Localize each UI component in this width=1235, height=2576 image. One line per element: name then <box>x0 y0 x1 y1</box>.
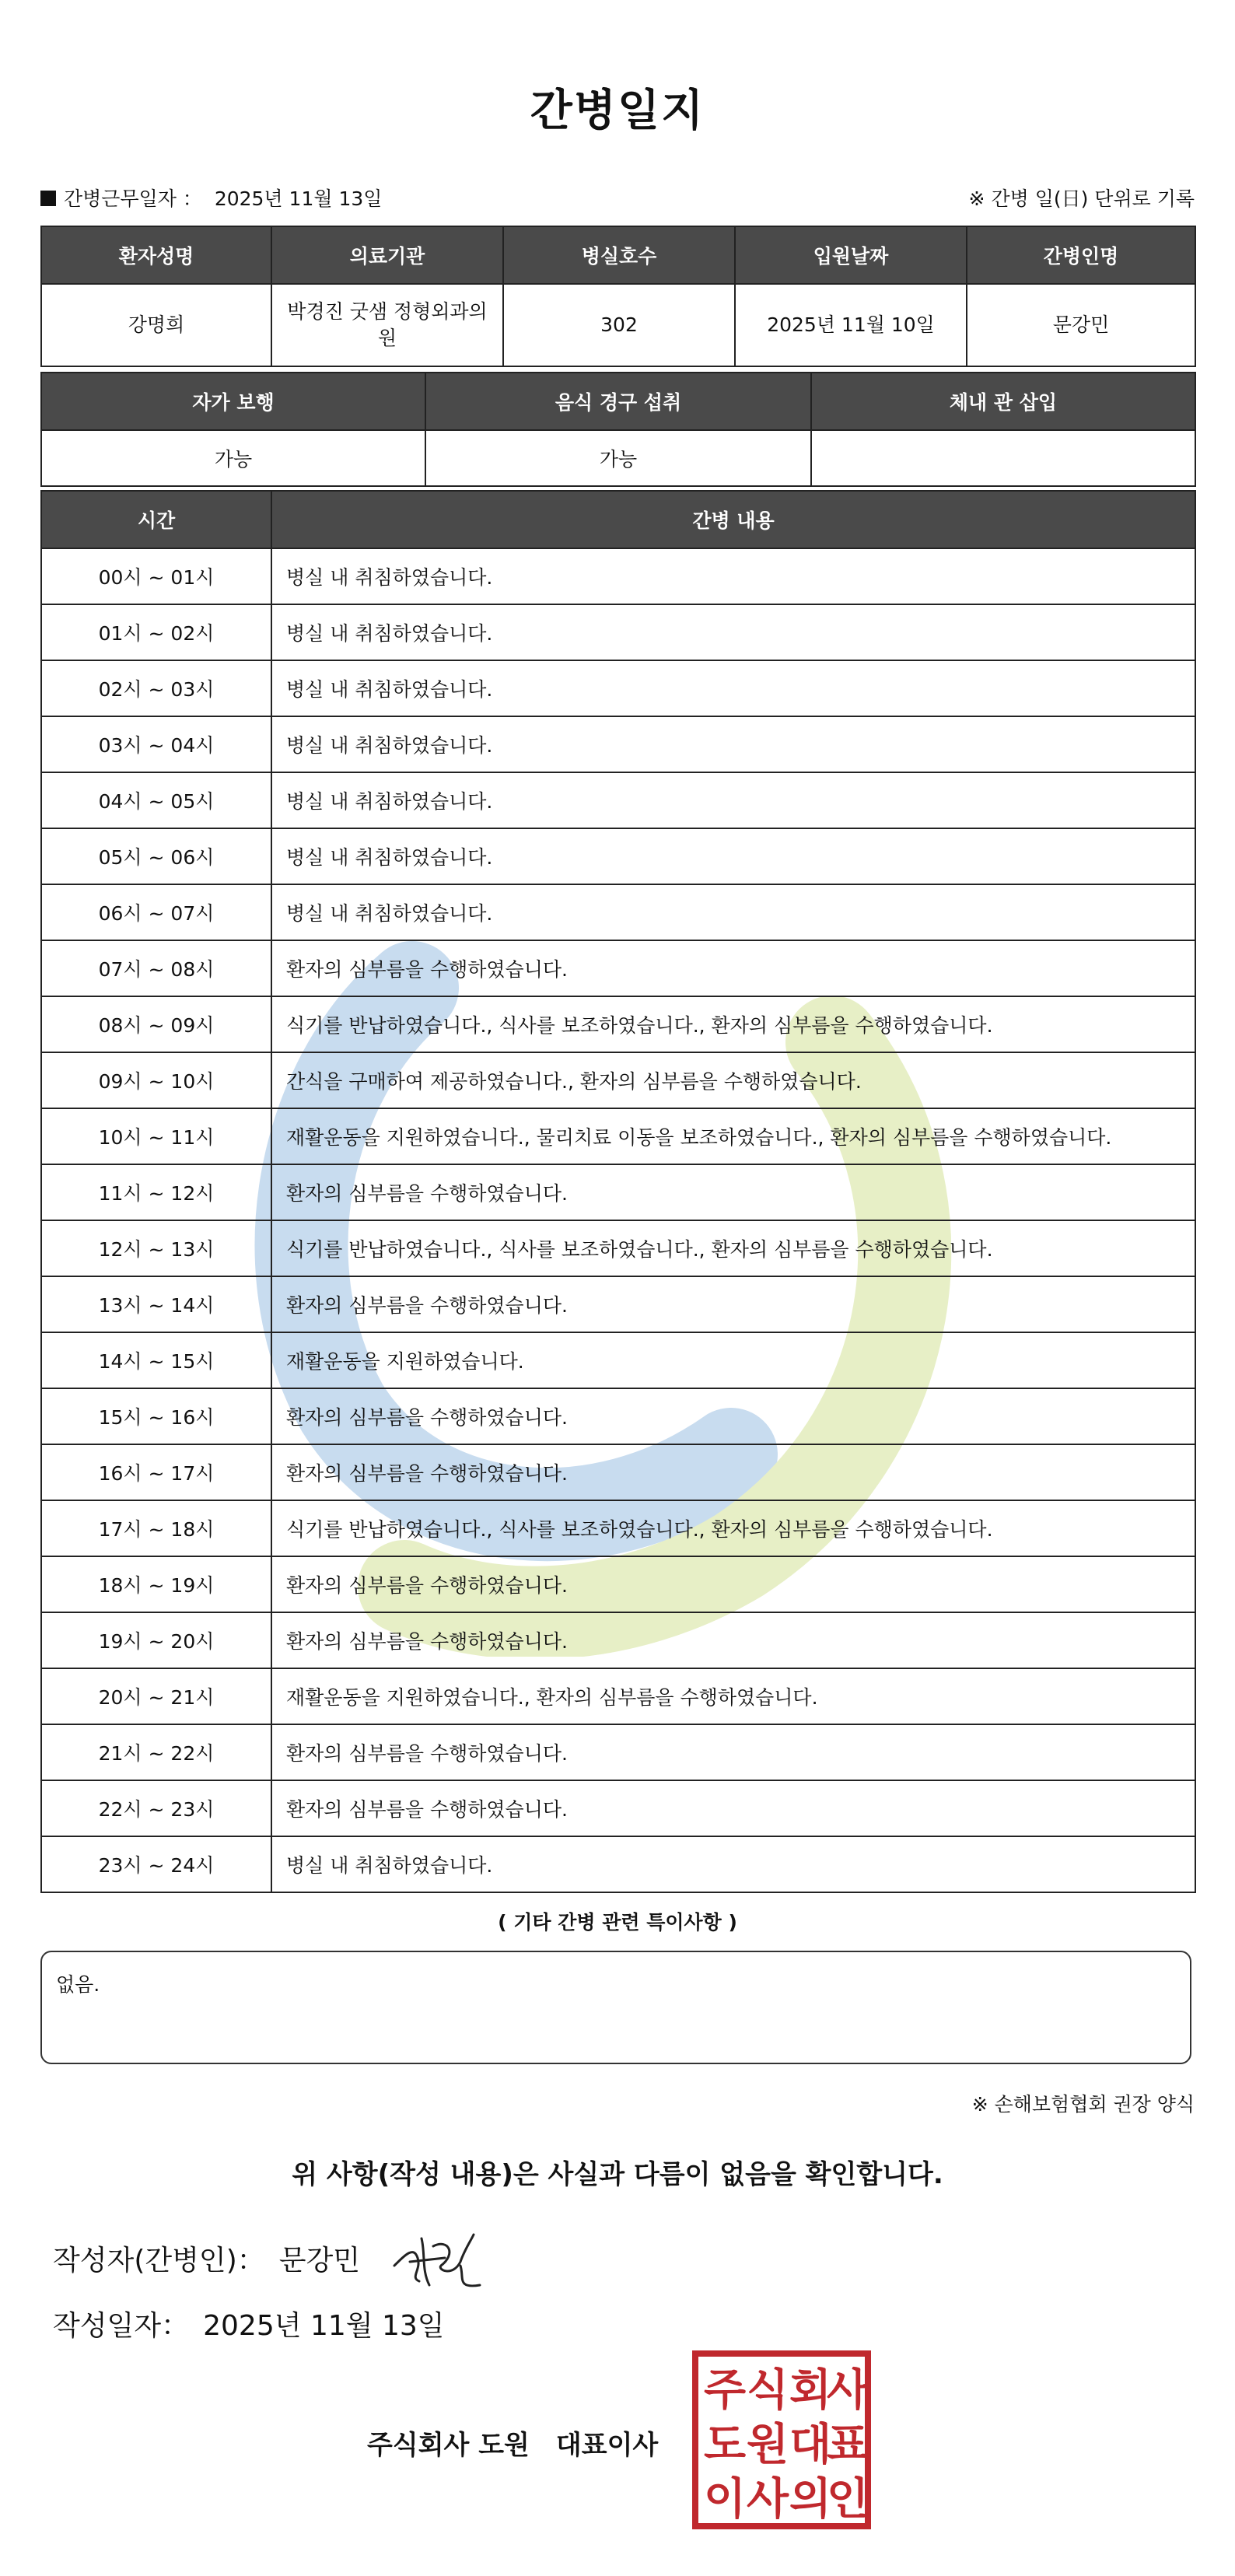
company-representative: 주식회사 도원 대표이사 <box>367 2430 659 2461</box>
header-admission-date: 입원날짜 <box>735 226 967 284</box>
table-row <box>41 1276 1195 1332</box>
header-care-content: 간병 내용 <box>271 491 1195 548</box>
care-content-cell: 병실 내 취침하였습니다. <box>271 660 1195 716</box>
time-cell: 19시 ~ 20시 <box>41 1612 271 1668</box>
time-cell: 06시 ~ 07시 <box>41 884 271 940</box>
table-row <box>41 884 1195 940</box>
header-room-number: 병실호수 <box>503 226 735 284</box>
time-cell: 10시 ~ 11시 <box>41 1108 271 1164</box>
care-content-cell: 재활운동을 지원하였습니다., 물리치료 이동을 보조하였습니다., 환자의 심부름을 수행하였습니다. <box>271 1108 1195 1164</box>
time-cell: 18시 ~ 19시 <box>41 1556 271 1612</box>
form-note: ※ 손해보험협회 권장 양식 <box>971 2093 1195 2116</box>
care-content-cell: 병실 내 취침하였습니다. <box>271 828 1195 884</box>
time-cell: 08시 ~ 09시 <box>41 996 271 1052</box>
table-row <box>41 1612 1195 1668</box>
table-row <box>41 996 1195 1052</box>
care-content-cell: 재활운동을 지원하였습니다. <box>271 1332 1195 1388</box>
table-row <box>41 1724 1195 1780</box>
record-unit-note: ※ 간병 일(日) 단위로 기록 <box>968 187 1195 210</box>
time-cell: 17시 ~ 18시 <box>41 1500 271 1556</box>
header-patient-name: 환자성명 <box>41 226 271 284</box>
time-cell: 15시 ~ 16시 <box>41 1388 271 1444</box>
header-oral-intake: 음식 경구 섭취 <box>425 373 811 430</box>
time-cell: 21시 ~ 22시 <box>41 1724 271 1780</box>
admission-date: 2025년 11월 10일 <box>735 284 967 366</box>
table-row <box>41 1668 1195 1724</box>
table-row <box>41 548 1195 604</box>
square-bullet-icon <box>40 191 56 206</box>
oral-intake-value: 가능 <box>425 430 811 486</box>
care-content-cell: 식기를 반납하였습니다., 식사를 보조하였습니다., 환자의 심부름을 수행하였습니다. <box>271 996 1195 1052</box>
care-log-body <box>41 548 1195 1892</box>
room-number: 302 <box>503 284 735 366</box>
time-cell: 09시 ~ 10시 <box>41 1052 271 1108</box>
time-cell: 20시 ~ 21시 <box>41 1668 271 1724</box>
care-content-cell: 병실 내 취침하였습니다. <box>271 1836 1195 1892</box>
time-cell: 16시 ~ 17시 <box>41 1444 271 1500</box>
care-content-cell: 환자의 심부름을 수행하였습니다. <box>271 1444 1195 1500</box>
table-row <box>41 1164 1195 1220</box>
table-row <box>41 1780 1195 1836</box>
time-cell: 22시 ~ 23시 <box>41 1780 271 1836</box>
svg-text:주: 주 <box>703 2365 747 2416</box>
table-row <box>41 940 1195 996</box>
time-cell: 23시 ~ 24시 <box>41 1836 271 1892</box>
svg-text:사: 사 <box>826 2365 869 2416</box>
time-cell: 05시 ~ 06시 <box>41 828 271 884</box>
table-row <box>41 1108 1195 1164</box>
svg-text:표: 표 <box>826 2420 869 2470</box>
seal-lettering <box>704 2365 869 2525</box>
written-date-label: 작성일자： <box>53 2310 190 2342</box>
company-seal <box>692 2350 871 2529</box>
confirmation-statement: 위 사항(작성 내용)은 사실과 다름이 없음을 확인합니다. <box>292 2159 943 2190</box>
written-date-line <box>53 2304 445 2343</box>
meta-row <box>40 184 1195 215</box>
writer-label: 작성자(간병인)： <box>53 2245 265 2277</box>
table-row <box>41 828 1195 884</box>
svg-text:이: 이 <box>703 2474 747 2525</box>
table-row <box>41 716 1195 772</box>
header-tube-insertion: 체내 관 삽입 <box>811 373 1195 430</box>
time-cell: 12시 ~ 13시 <box>41 1220 271 1276</box>
care-content-cell: 병실 내 취침하였습니다. <box>271 884 1195 940</box>
patient-status-table <box>40 372 1196 487</box>
svg-text:의: 의 <box>789 2474 832 2525</box>
care-content-cell: 환자의 심부름을 수행하였습니다. <box>271 1276 1195 1332</box>
table-row <box>41 772 1195 828</box>
time-cell: 14시 ~ 15시 <box>41 1332 271 1388</box>
care-content-cell: 병실 내 취침하였습니다. <box>271 604 1195 660</box>
care-content-cell: 환자의 심부름을 수행하였습니다. <box>271 1724 1195 1780</box>
care-content-cell: 환자의 심부름을 수행하였습니다. <box>271 1612 1195 1668</box>
care-date-label: 간병근무일자 ： <box>64 187 202 210</box>
care-date <box>40 184 382 212</box>
table-row <box>41 1500 1195 1556</box>
table-row <box>41 1444 1195 1500</box>
table-row <box>41 1388 1195 1444</box>
table-row <box>41 1556 1195 1612</box>
writer-line <box>53 2238 360 2278</box>
tube-insertion-value <box>811 430 1195 486</box>
care-content-cell: 환자의 심부름을 수행하였습니다. <box>271 1388 1195 1444</box>
remarks-content: 없음. <box>56 1973 100 1996</box>
header-caregiver-name: 간병인명 <box>967 226 1195 284</box>
table-row <box>41 1332 1195 1388</box>
care-content-cell: 식기를 반납하였습니다., 식사를 보조하였습니다., 환자의 심부름을 수행하였습니다. <box>271 1220 1195 1276</box>
care-content-cell: 재활운동을 지원하였습니다., 환자의 심부름을 수행하였습니다. <box>271 1668 1195 1724</box>
care-content-cell: 환자의 심부름을 수행하였습니다. <box>271 1556 1195 1612</box>
self-walking-value: 가능 <box>41 430 425 486</box>
svg-text:대: 대 <box>789 2420 832 2470</box>
writer-name: 문강민 <box>278 2245 361 2277</box>
svg-text:회: 회 <box>789 2365 832 2416</box>
remarks-box <box>40 1951 1191 2064</box>
time-cell: 00시 ~ 01시 <box>41 548 271 604</box>
svg-text:사: 사 <box>746 2474 789 2525</box>
care-content-cell: 환자의 심부름을 수행하였습니다. <box>271 1780 1195 1836</box>
remarks-title: ( 기타 간병 관련 특이사항 ) <box>498 1911 737 1934</box>
svg-text:도: 도 <box>703 2420 747 2470</box>
header-self-walking: 자가 보행 <box>41 373 425 430</box>
care-content-cell: 병실 내 취침하였습니다. <box>271 772 1195 828</box>
page-title: 간병일지 <box>530 86 705 136</box>
time-cell: 11시 ~ 12시 <box>41 1164 271 1220</box>
time-cell: 13시 ~ 14시 <box>41 1276 271 1332</box>
table-row <box>41 1220 1195 1276</box>
svg-text:인: 인 <box>826 2474 869 2525</box>
care-content-cell: 식기를 반납하였습니다., 식사를 보조하였습니다., 환자의 심부름을 수행하였습니다. <box>271 1500 1195 1556</box>
patient-info-table <box>40 226 1196 367</box>
care-content-cell: 환자의 심부름을 수행하였습니다. <box>271 940 1195 996</box>
time-cell: 07시 ~ 08시 <box>41 940 271 996</box>
care-content-cell: 환자의 심부름을 수행하였습니다. <box>271 1164 1195 1220</box>
care-content-cell: 병실 내 취침하였습니다. <box>271 548 1195 604</box>
care-log-table <box>40 490 1196 1893</box>
signature-image <box>387 2223 488 2293</box>
hospital-name: 박경진 굿샘 정형외과의원 <box>271 284 503 366</box>
table-row <box>41 1052 1195 1108</box>
patient-name: 강명희 <box>41 284 271 366</box>
table-row <box>41 604 1195 660</box>
header-time: 시간 <box>41 491 271 548</box>
written-date-value: 2025년 11월 13일 <box>203 2310 445 2342</box>
time-cell: 02시 ~ 03시 <box>41 660 271 716</box>
table-row <box>41 660 1195 716</box>
table-row <box>41 1836 1195 1892</box>
care-content-cell: 간식을 구매하여 제공하였습니다., 환자의 심부름을 수행하였습니다. <box>271 1052 1195 1108</box>
care-date-value: 2025년 11월 13일 <box>214 187 383 210</box>
care-content-cell: 병실 내 취침하였습니다. <box>271 716 1195 772</box>
time-cell: 04시 ~ 05시 <box>41 772 271 828</box>
svg-text:원: 원 <box>746 2420 789 2470</box>
header-hospital: 의료기관 <box>271 226 503 284</box>
caregiver-name: 문강민 <box>967 284 1195 366</box>
time-cell: 03시 ~ 04시 <box>41 716 271 772</box>
svg-text:식: 식 <box>746 2365 789 2416</box>
time-cell: 01시 ~ 02시 <box>41 604 271 660</box>
